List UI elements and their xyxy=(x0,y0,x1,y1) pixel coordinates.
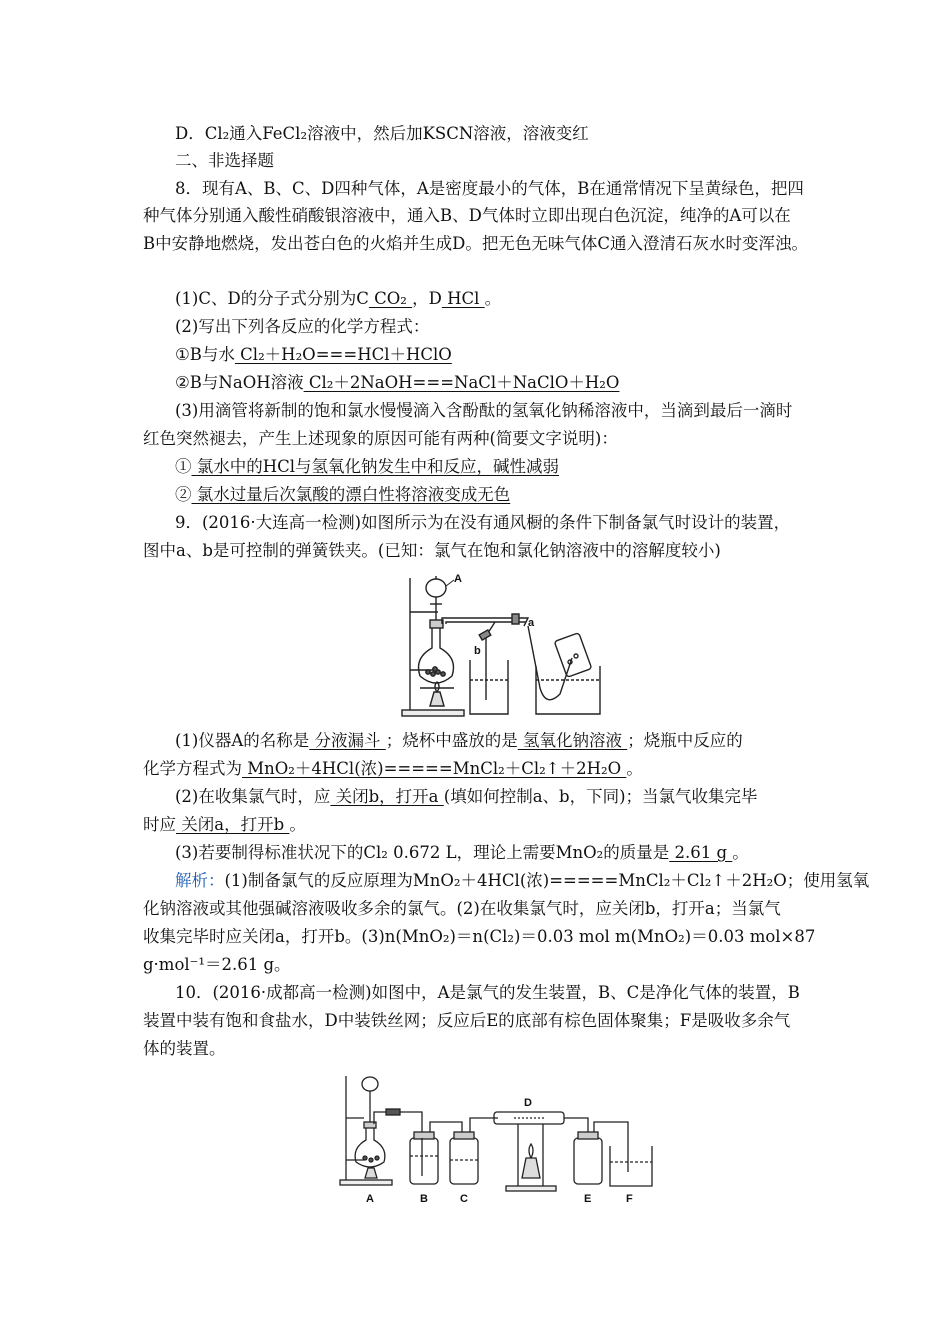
answer-eq2: Cl₂＋2NaOH===NaCl＋NaClO＋H₂O xyxy=(303,373,620,392)
answer-c: CO₂ xyxy=(368,289,413,308)
q9-part1-label: ；烧瓶中反应的 xyxy=(627,731,743,750)
q8-eq1 xyxy=(175,344,452,366)
q8-text: 8．现有A、B、C、D四种气体，A是密度最小的气体，B在通常情况下呈黄绿色，把四 xyxy=(175,179,804,198)
answer-reason1: 氯水中的HCl与氢氧化钠发生中和反应，碱性减弱 xyxy=(191,457,560,476)
q8-reason1 xyxy=(175,456,559,478)
q8-part3: 红色突然褪去，产生上述现象的原因可能有两种(简要文字说明)： xyxy=(143,429,618,448)
reason1-label: ① xyxy=(175,457,192,476)
q9-part3-label: (3)若要制得标准状况下的Cl₂ 0.672 L，理论上需要MnO₂的质量是 xyxy=(175,843,670,862)
answer-d: HCl xyxy=(441,289,485,308)
apparatus-figure-2 xyxy=(338,1068,668,1208)
q9-text: 9．(2016·大连高一检测)如图所示为在没有通风橱的条件下制备氯气时设计的装置， xyxy=(175,513,791,532)
answer-instrument-a: 分液漏斗 xyxy=(309,731,386,750)
q8-part1 xyxy=(175,288,501,310)
q9-part2-label: (填如何控制a、b，下同)；当氯气收集完毕 xyxy=(443,787,758,806)
q9-part2 xyxy=(143,814,306,836)
answer-finish: 关闭a，打开b xyxy=(176,815,290,834)
analysis-text: 收集完毕时应关闭a，打开b。(3)n(MnO₂)＝n(Cl₂)＝0.03 mol m(MnO₂)＝0.03 mol×87 xyxy=(143,927,816,946)
q10-text: 体的装置。 xyxy=(143,1039,226,1058)
q9-part2 xyxy=(175,786,758,808)
label-a: a xyxy=(528,617,535,629)
label-C: C xyxy=(460,1193,468,1205)
q9-part1-eq xyxy=(143,758,643,780)
option-d: D．Cl₂通入FeCl₂溶液中，然后加KSCN溶液，溶液变红 xyxy=(175,124,589,143)
q10-text: 10．(2016·成都高一检测)如图中，A是氯气的发生装置，B、C是净化气体的装置，B xyxy=(175,983,800,1002)
q9-part2-label: 时应 xyxy=(143,815,176,834)
analysis-text: (1)制备氯气的反应原理为MnO₂＋4HCl(浓)=====MnCl₂＋Cl₂↑＋2H₂O；使用氢氧 xyxy=(224,871,870,890)
q9-part2-label: (2)在收集氯气时，应 xyxy=(175,787,331,806)
label-A: A xyxy=(454,573,462,585)
punct: 。 xyxy=(484,289,502,308)
punct: 。 xyxy=(289,815,306,834)
q8-part1-label: ，D xyxy=(412,289,442,308)
q8-text: 种气体分别通入酸性硝酸银溶液中，通入B、D气体时立即出现白色沉淀，纯净的A可以在 xyxy=(143,206,791,225)
q8-reason2 xyxy=(175,484,510,506)
label-B: B xyxy=(420,1193,428,1205)
analysis-text: g·mol⁻¹＝2.61 g。 xyxy=(143,955,291,974)
section-heading: 二、非选择题 xyxy=(175,151,274,170)
eq-label: 化学方程式为 xyxy=(143,759,242,778)
punct: 。 xyxy=(732,843,749,862)
answer-beaker: 氢氧化钠溶液 xyxy=(517,731,628,750)
label-A: A xyxy=(366,1193,374,1205)
q9-part3 xyxy=(175,842,749,864)
eq1-label: ①B与水 xyxy=(175,345,235,364)
label-E: E xyxy=(584,1193,592,1205)
label-b: b xyxy=(474,645,481,657)
q8-text: B中安静地燃烧，发出苍白色的火焰并生成D。把无色无味气体C通入澄清石灰水时变浑浊。 xyxy=(143,234,808,253)
eq2-label: ②B与NaOH溶液 xyxy=(175,373,304,392)
apparatus-figure-1 xyxy=(400,568,610,720)
analysis-text: 化钠溶液或其他强碱溶液吸收多余的氯气。(2)在收集氯气时，应关闭b，打开a；当氯气 xyxy=(143,899,781,918)
analysis xyxy=(175,870,869,892)
q10-text: 装置中装有饱和食盐水，D中装铁丝网；反应后E的底部有棕色固体聚集；F是吸收多余气 xyxy=(143,1011,791,1030)
answer-mass: 2.61 g xyxy=(669,843,733,862)
label-D: D xyxy=(524,1097,532,1109)
answer-flask-eq: MnO₂＋4HCl(浓)=====MnCl₂＋Cl₂↑＋2H₂O xyxy=(242,759,627,778)
q9-text: 图中a、b是可控制的弹簧铁夹。(已知：氯气在饱和氯化钠溶液中的溶解度较小) xyxy=(143,541,721,560)
q8-part1-label: (1)C、D的分子式分别为C xyxy=(175,289,369,308)
q9-part1 xyxy=(175,730,743,752)
label-F: F xyxy=(626,1193,633,1205)
q8-eq2 xyxy=(175,372,619,394)
q9-part1-label: ；烧杯中盛放的是 xyxy=(385,731,518,750)
q8-part2: (2)写出下列各反应的化学方程式： xyxy=(175,317,430,336)
analysis-label: 解析： xyxy=(175,871,225,890)
q9-part1-label: (1)仪器A的名称是 xyxy=(175,731,310,750)
reason2-label: ② xyxy=(175,485,192,504)
answer-collect: 关闭b，打开a xyxy=(330,787,444,806)
answer-reason2: 氯水过量后次氯酸的漂白性将溶液变成无色 xyxy=(191,485,511,504)
q8-part3: (3)用滴管将新制的饱和氯水慢慢滴入含酚酞的氢氧化钠稀溶液中，当滴到最后一滴时 xyxy=(175,401,793,420)
answer-eq1: Cl₂＋H₂O===HCl＋HClO xyxy=(234,345,452,364)
punct: 。 xyxy=(626,759,643,778)
